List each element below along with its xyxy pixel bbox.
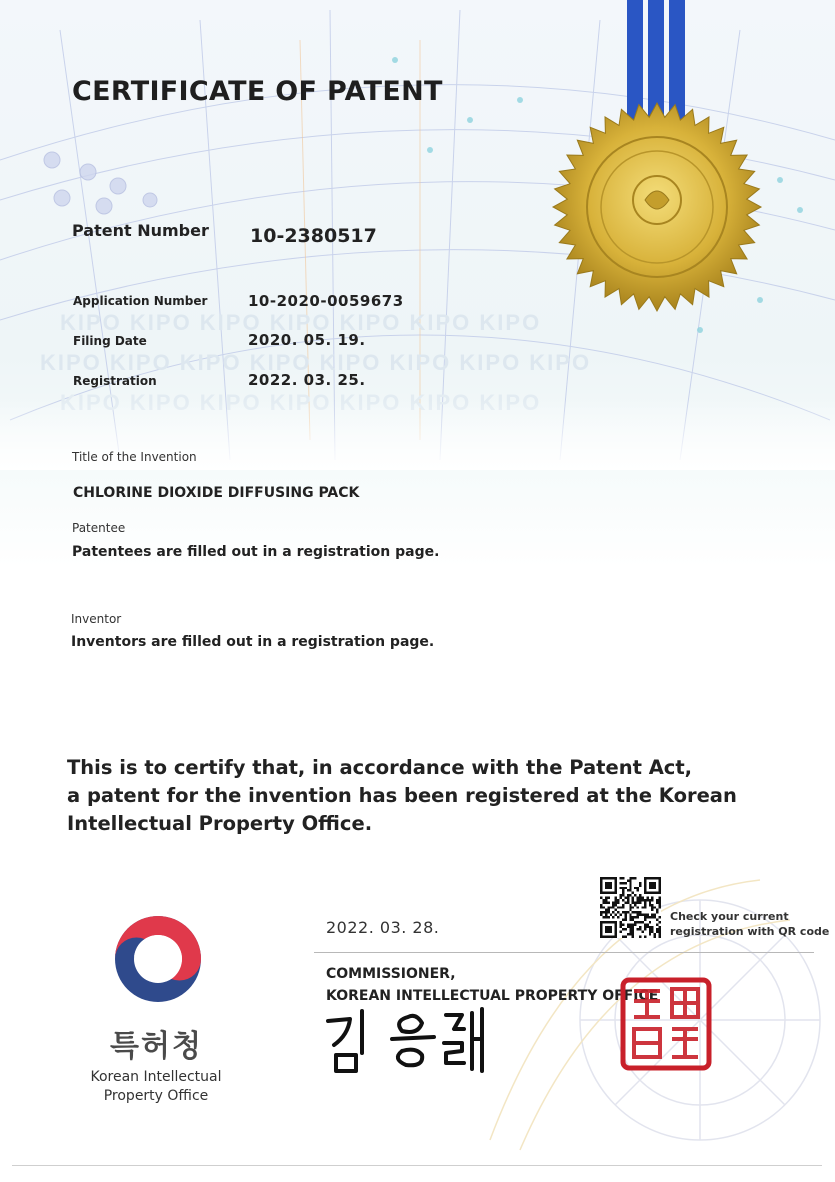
page-title: CERTIFICATE OF PATENT — [72, 76, 443, 107]
inventor-label: Inventor — [71, 612, 122, 626]
official-stamp-icon — [620, 977, 712, 1071]
filing-date-value: 2020. 05. 19. — [248, 331, 366, 349]
qr-code-icon[interactable] — [600, 877, 661, 938]
svg-text:KIPO KIPO KIPO KIPO KIPO KIPO: KIPO KIPO KIPO KIPO KIPO KIPO KIPO KIPO — [40, 350, 592, 375]
korean-office-name: 특허청 — [110, 1029, 203, 1064]
certification-line-2: a patent for the invention has been registered at the Korean Intellectual Property Office. — [67, 784, 737, 835]
certification-line-1: This is to certify that, in accordance with the Patent Act, — [67, 756, 693, 779]
certification-statement — [67, 754, 817, 838]
registration-value: 2022. 03. 25. — [248, 371, 366, 389]
gold-seal-icon — [550, 100, 764, 314]
registration-label: Registration — [73, 374, 157, 388]
commissioner-line-1: COMMISSIONER, — [326, 966, 456, 982]
patent-number-value: 10-2380517 — [250, 225, 377, 247]
inventor-value: Inventors are filled out in a registration page. — [71, 634, 435, 650]
application-number-label: Application Number — [73, 294, 208, 308]
invention-title-value: CHLORINE DIOXIDE DIFFUSING PACK — [73, 485, 360, 501]
qr-instructions — [670, 909, 829, 939]
patentee-label: Patentee — [72, 521, 126, 535]
application-number-value: 10-2020-0059673 — [248, 292, 404, 310]
commissioner-line-2: KOREAN INTELLECTUAL PROPERTY OFFICE — [326, 988, 659, 1004]
svg-text:KIPO KIPO KIPO KIPO KIPO KIPO: KIPO KIPO KIPO KIPO KIPO KIPO KIPO — [60, 310, 542, 335]
qr-text-line-2: registration with QR code — [670, 925, 830, 938]
qr-text-line-1: Check your current — [670, 910, 789, 923]
bottom-border — [12, 1165, 822, 1166]
english-office-name: Korean Intellectual Property Office — [90, 1069, 222, 1104]
patent-number-label: Patent Number — [72, 221, 209, 240]
filing-date-label: Filing Date — [73, 334, 147, 348]
invention-title-label: Title of the Invention — [72, 450, 197, 464]
taegeuk-logo-icon — [108, 913, 208, 1005]
signature-icon — [322, 1005, 502, 1075]
divider-line — [314, 952, 814, 953]
commissioner-title — [326, 963, 658, 1007]
patentee-value: Patentees are filled out in a registration page. — [72, 544, 440, 560]
issue-date: 2022. 03. 28. — [326, 918, 440, 937]
